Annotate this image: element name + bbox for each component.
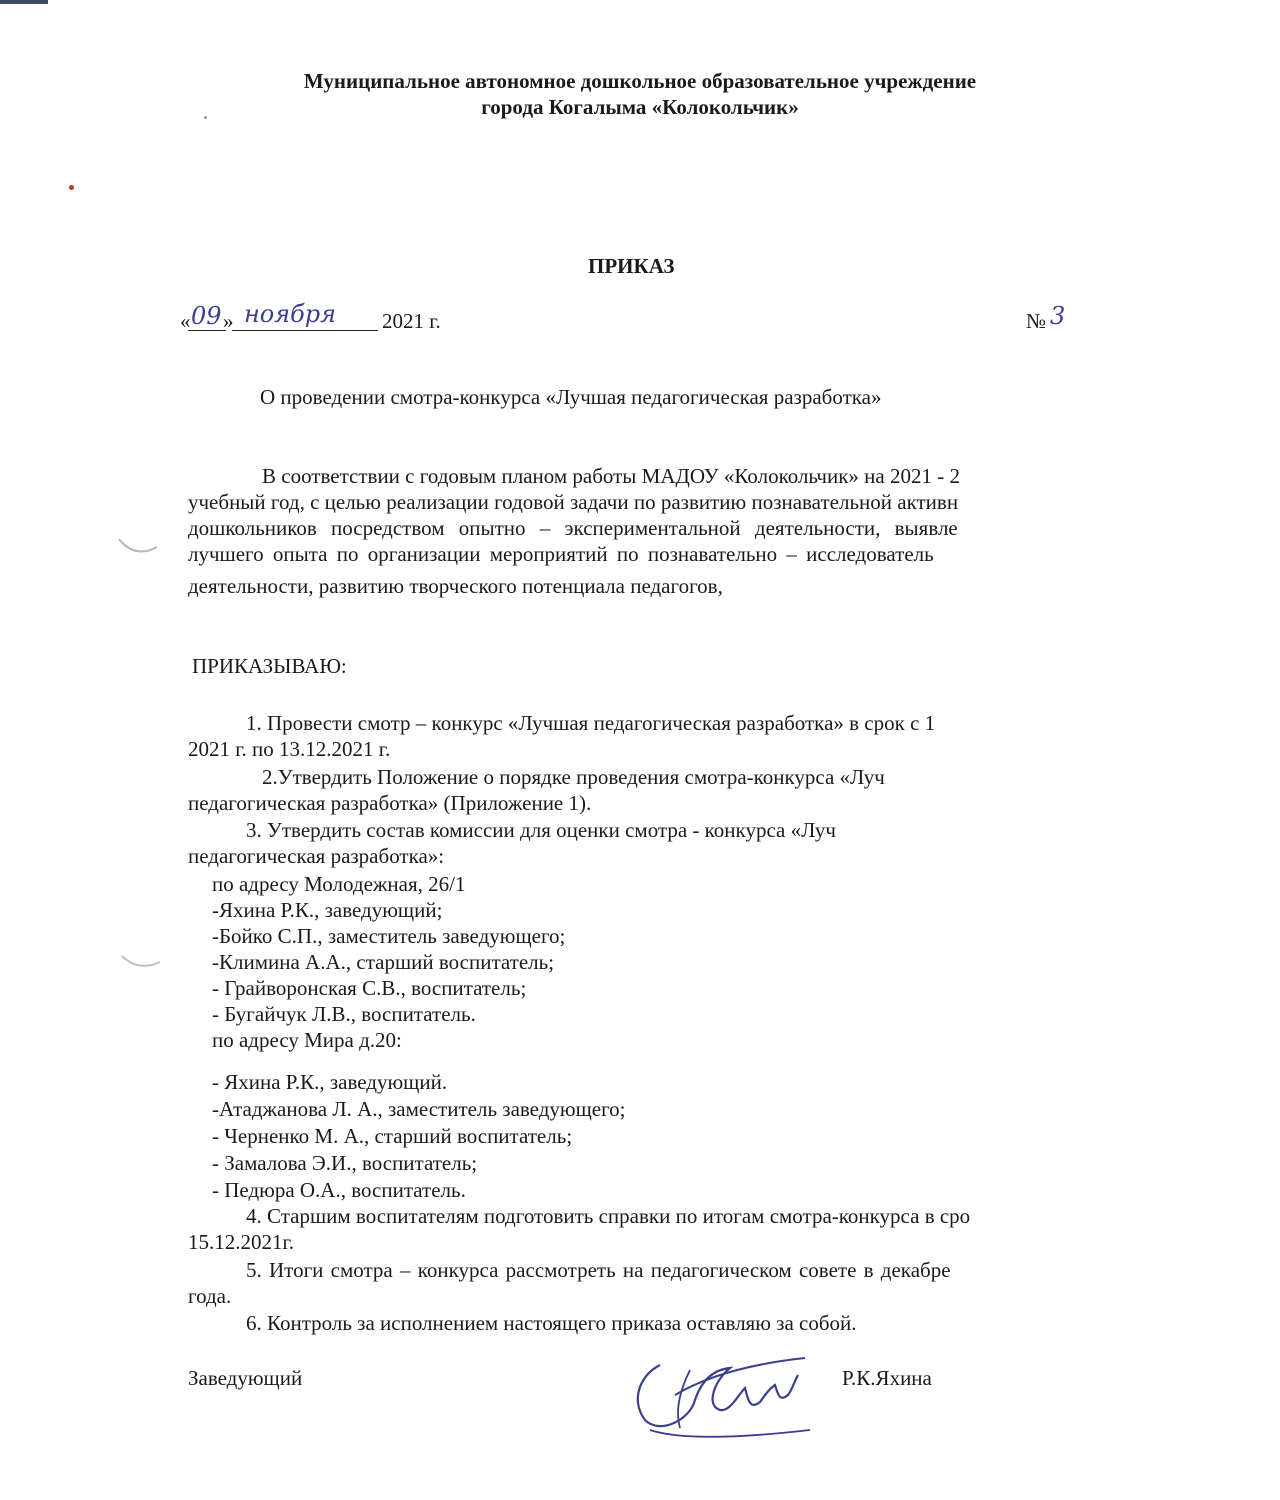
commission-member: -Яхина Р.К., заведующий; xyxy=(212,898,443,922)
organization-name-line2: города Когалыма «Колокольчик» xyxy=(481,95,799,119)
order-number-handwritten: 3 xyxy=(1050,302,1066,330)
order-number xyxy=(1026,298,1066,338)
item-5-line-1: 5. Итоги смотра – конкурса рассмотреть на педагогическом совете в декабре xyxy=(246,1258,951,1282)
preamble-line-1: В соответствии с годовым планом работы МАДОУ «Колокольчик» на 2021 - 2 xyxy=(262,464,960,488)
directive-heading: ПРИКАЗЫВАЮ: xyxy=(192,654,347,678)
item-1-line-2: 2021 г. по 13.12.2021 г. xyxy=(188,737,391,761)
item-1-line-1: 1. Провести смотр – конкурс «Лучшая педагогическая разработка» в срок с 1 xyxy=(246,711,936,735)
commission-member: - Черненко М. А., старший воспитатель; xyxy=(212,1124,573,1148)
date-month-handwritten: ноября xyxy=(244,300,337,328)
item-4-line-1: 4. Старшим воспитателям подготовить справки по итогам смотра-конкурса в сро xyxy=(246,1204,971,1228)
item-3-line-1: 3. Утвердить состав комиссии для оценки смотра - конкурса «Луч xyxy=(246,818,836,842)
preamble-line-4: лучшего опыта по организации мероприятий по познавательно – исследователь xyxy=(188,542,934,566)
commission-address-2: по адресу Мира д.20: xyxy=(212,1028,402,1052)
commission-member: - Бугайчук Л.В., воспитатель. xyxy=(212,1002,476,1026)
order-title: ПРИКАЗ xyxy=(588,254,675,278)
item-2-line-1: 2.Утвердить Положение о порядке проведения смотра-конкурса «Луч xyxy=(262,765,885,789)
punch-hole-mark-2 xyxy=(118,950,163,975)
preamble-line-2: учебный год, с целью реализации годовой задачи по развитию познавательной активн xyxy=(188,490,959,514)
commission-member: - Замалова Э.И., воспитатель; xyxy=(212,1151,478,1175)
commission-address-1: по адресу Молодежная, 26/1 xyxy=(212,872,466,896)
commission-member: -Климина А.А., старший воспитатель; xyxy=(212,950,555,974)
item-6-line-1: 6. Контроль за исполнением настоящего приказа оставляю за собой. xyxy=(246,1311,857,1335)
signatory-name: Р.К.Яхина xyxy=(842,1366,932,1390)
date-open-quote: « xyxy=(180,309,191,333)
commission-member: - Яхина Р.К., заведующий. xyxy=(212,1070,448,1094)
signatory-position: Заведующий xyxy=(188,1366,303,1390)
item-4-line-2: 15.12.2021г. xyxy=(188,1230,294,1254)
date-year: 2021 г. xyxy=(382,309,441,333)
item-2-line-2: педагогическая разработка» (Приложение 1). xyxy=(188,791,592,815)
handwritten-signature xyxy=(620,1340,820,1450)
organization-name-line1: Муниципальное автономное дошкольное образовательное учреждение xyxy=(303,69,977,93)
order-subject: О проведении смотра-конкурса «Лучшая педагогическая разработка» xyxy=(260,385,882,409)
scan-dot-red xyxy=(69,185,74,190)
date-day-underline xyxy=(188,330,226,331)
item-3-line-2: педагогическая разработка»: xyxy=(188,844,445,868)
order-date xyxy=(180,298,450,338)
commission-member: - Педюра О.А., воспитатель. xyxy=(212,1178,466,1202)
commission-member: -Бойко С.П., заместитель заведующего; xyxy=(212,924,566,948)
commission-member: - Грайворонская С.В., воспитатель; xyxy=(212,976,527,1000)
preamble-line-3: дошкольников посредством опытно – экспериментальной деятельности, выявле xyxy=(188,516,958,540)
date-month-underline xyxy=(232,330,378,331)
order-number-label: № xyxy=(1026,309,1047,333)
item-5-line-2: года. xyxy=(188,1284,232,1308)
date-close-quote: » xyxy=(223,309,234,333)
preamble-line-5: деятельности, развитию творческого потенциала педагогов, xyxy=(188,574,723,598)
commission-member: -Атаджанова Л. А., заместитель заведующего; xyxy=(212,1097,626,1121)
scan-left-bar xyxy=(0,0,48,4)
date-day-handwritten: 09 xyxy=(191,302,222,330)
punch-hole-mark-1 xyxy=(115,533,160,563)
